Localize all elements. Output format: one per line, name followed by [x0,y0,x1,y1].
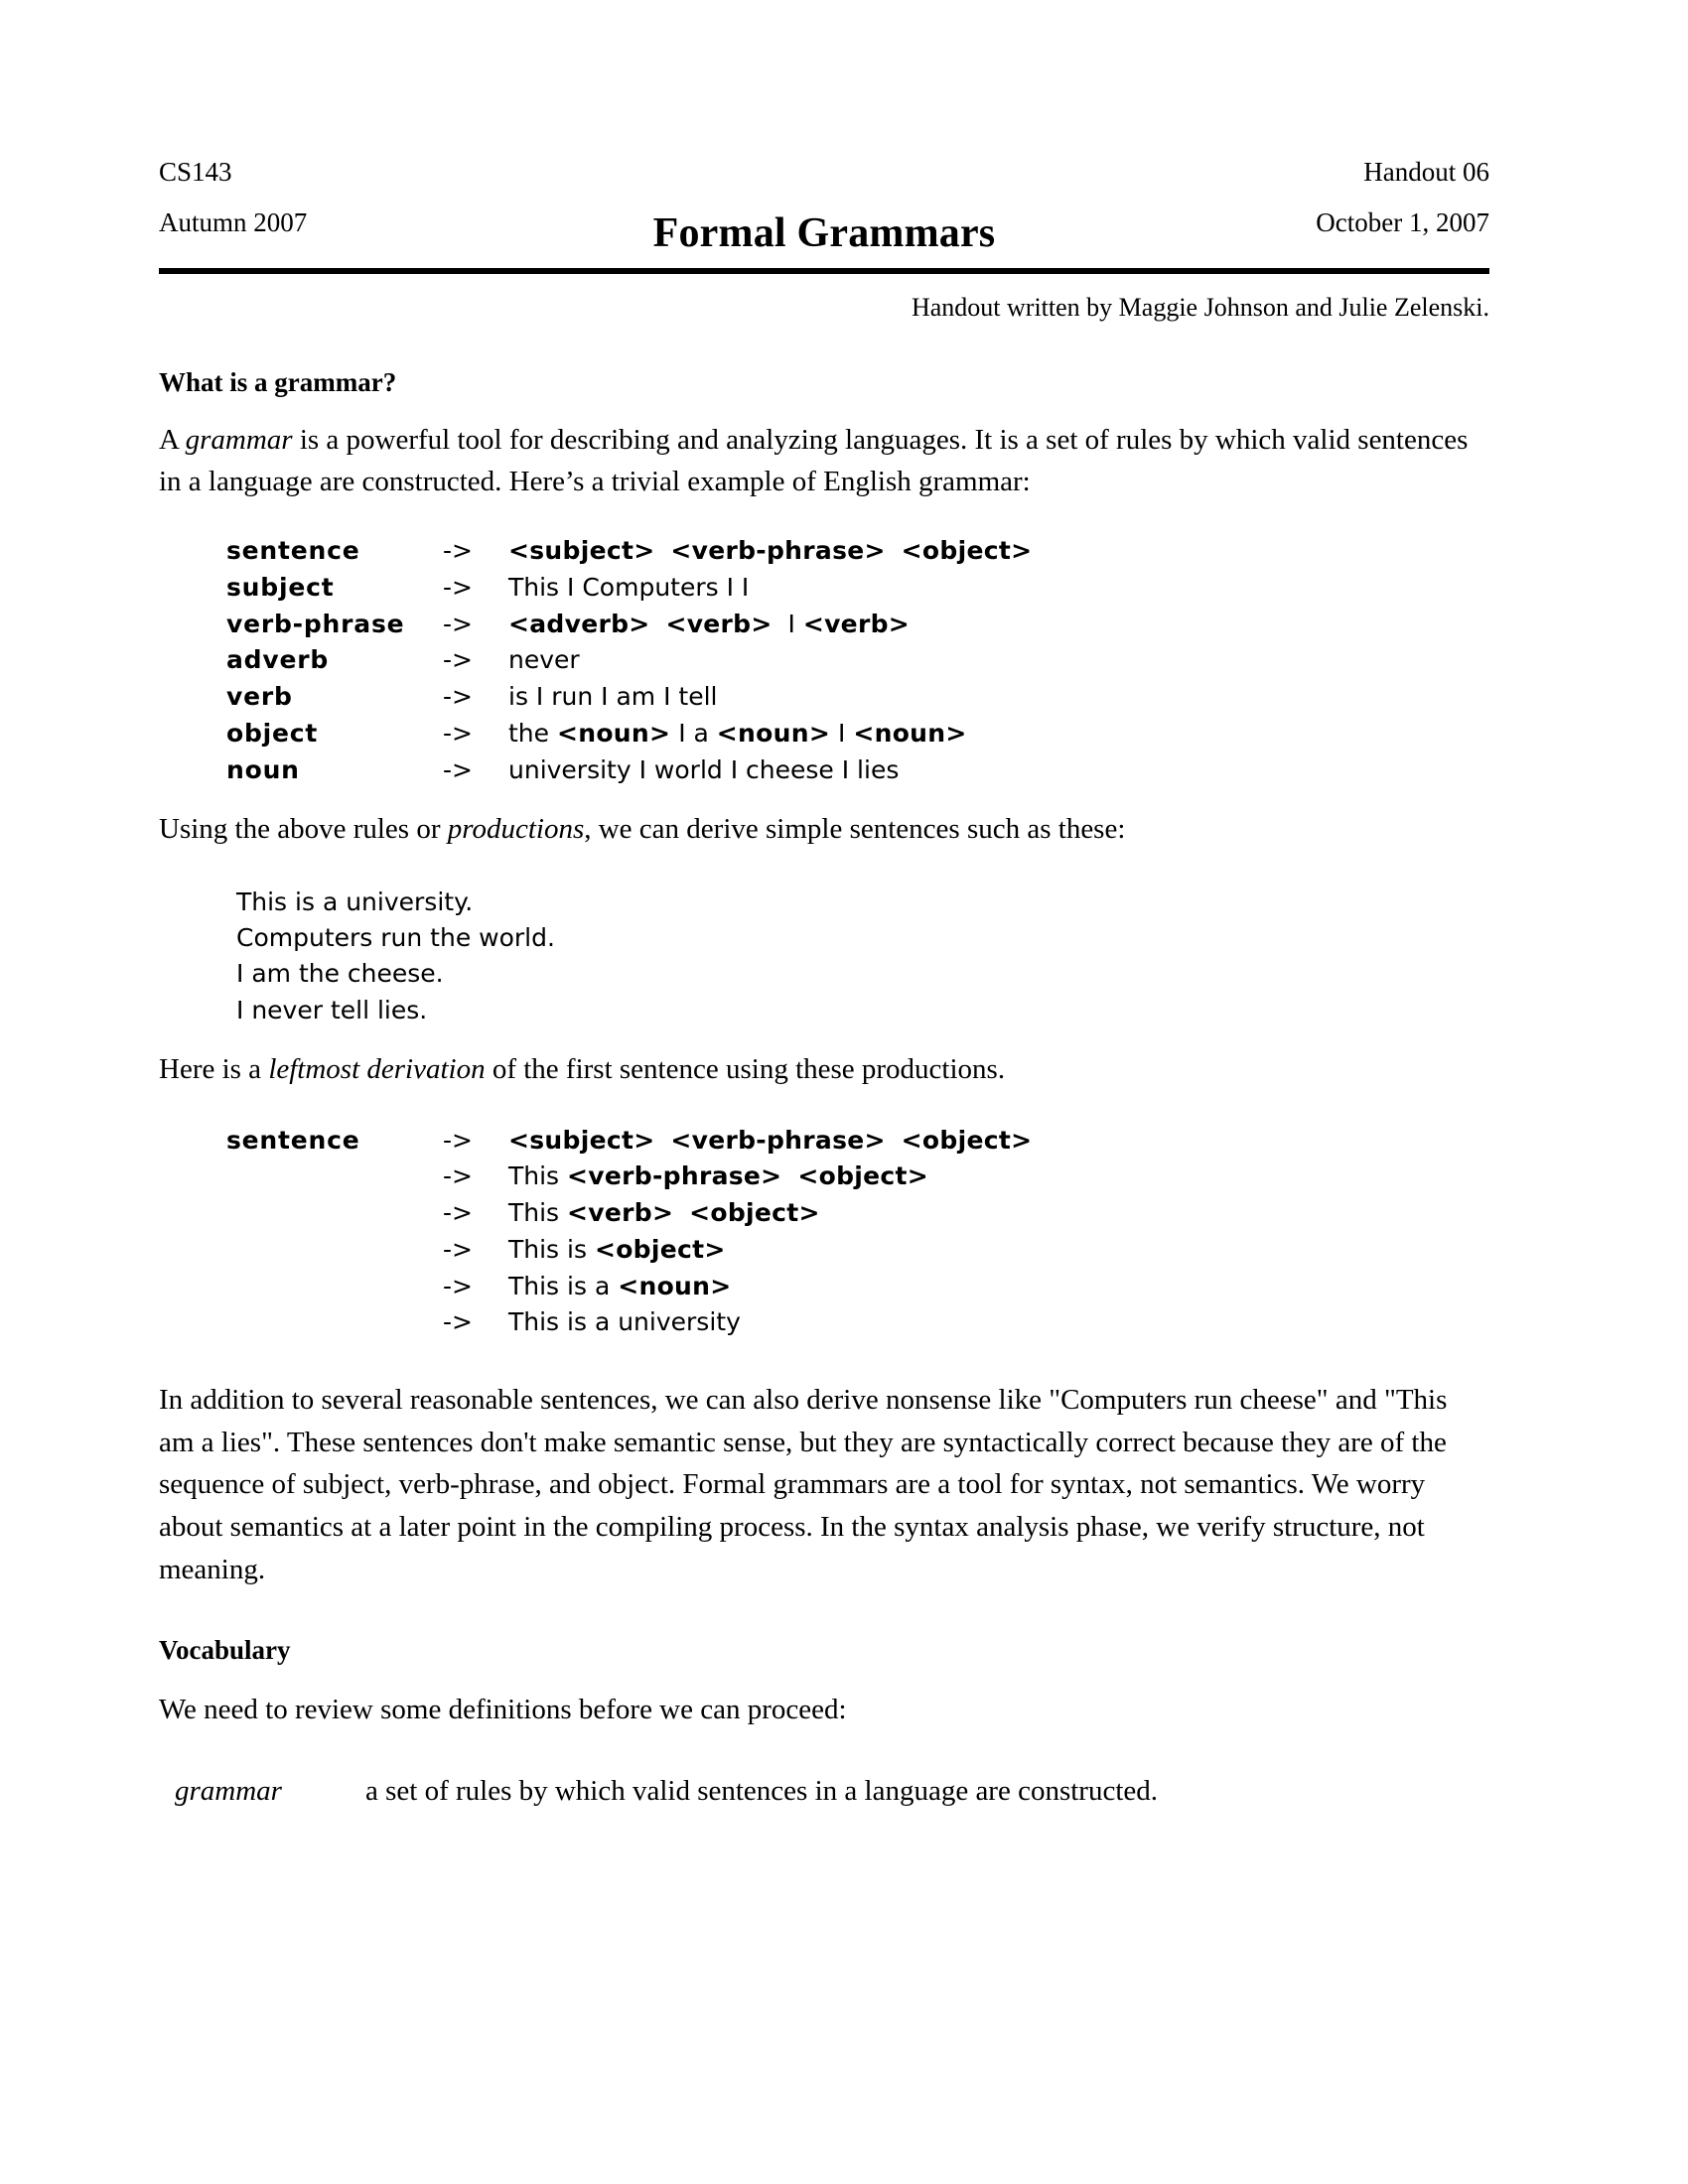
example-sentence: Computers run the world. [236,923,555,953]
handout-number: Handout 06 [1363,157,1489,187]
vocabulary-definition: a set of rules by which valid sentences in a language are constructed. [365,1775,1159,1808]
production-lhs: subject [226,572,335,602]
token-space [650,610,666,638]
production-arrow: -> [443,682,473,712]
production-rhs [508,533,1489,570]
derivation-row [226,1159,1489,1195]
token-space [886,536,902,565]
production-rhs [508,752,1489,789]
production-lhs: verb [226,682,293,712]
token-space [654,1126,670,1155]
vocabulary-intro-paragraph: We need to review some definitions before we can proceed: [159,1693,847,1725]
production-lhs: noun [226,754,300,784]
terminal-symbol: This is a university [508,1307,741,1337]
nonsense-discussion-paragraph: In addition to several reasonable sentences, we can also derive nonsense like "Computers run cheese" and "This am a lies". These sentences don't make semantic sense, but they are syntactically correct because they are of the sequence of subject, verb-phrase, and object. Formal grammars are a tool for syntax, not semantics. We worry about semantics at a later point in the compiling process. In the syntax analysis phase, we verify structure, not meaning. [159,1384,1448,1585]
page-content [159,0,1489,1812]
production-rhs [508,679,1489,716]
production-row [226,642,1489,679]
leftmost-derivation-block [226,1123,1489,1342]
production-lhs: adverb [226,645,330,675]
terminal-symbol: the [508,718,557,748]
nonterminal-symbol: <subject> [508,536,655,566]
nonterminal-symbol: <verb> [567,1198,674,1228]
term-label: Autumn 2007 [159,207,308,237]
using-text-a: Using the above rules or [159,813,448,846]
using-emphasis-productions: productions [447,813,585,846]
production-arrow: -> [443,754,473,784]
nonterminal-symbol: <object> [594,1234,726,1264]
nonterminal-symbol: <verb> [665,609,773,638]
course-code: CS143 [159,157,232,187]
production-arrow: -> [443,1307,473,1337]
production-row [226,716,1489,752]
derivation-row [226,1232,1489,1269]
production-rhs [508,1304,1489,1341]
token-space [886,1126,902,1155]
nonterminal-symbol: <object> [901,1125,1033,1155]
terminal-symbol: This [508,1198,568,1228]
production-arrow: -> [443,609,473,638]
using-text-b: , we can derive simple sentences such as these: [584,813,1126,846]
nonterminal-symbol: <verb> [802,609,911,638]
deriv-text-a: Here is a [159,1052,269,1085]
production-row [226,607,1489,643]
production-rhs [508,607,1489,643]
derivation-row [226,1123,1489,1160]
nonterminal-symbol: <object> [797,1161,929,1191]
production-arrow: -> [443,1271,473,1300]
deriv-text-b: of the first sentence using these productions. [485,1052,1006,1085]
example-sentence: This is a university. [236,887,474,916]
production-rhs [508,570,1489,607]
terminal-symbol: This [508,1161,568,1191]
example-sentence: I never tell lies. [236,995,428,1024]
production-arrow: -> [443,645,473,675]
terminal-symbol: I [830,718,854,748]
nonterminal-symbol: <noun> [853,718,967,748]
nonterminal-symbol: <verb-phrase> [670,1125,886,1155]
production-rhs [508,1269,1489,1305]
production-rhs [508,1195,1489,1232]
token-space [673,1198,689,1227]
nonterminal-symbol: <verb-phrase> [567,1161,782,1191]
production-arrow: -> [443,536,473,566]
nonterminal-symbol: <noun> [716,718,831,748]
production-lhs: sentence [226,536,360,566]
intro-emphasis-grammar: grammar [185,423,293,456]
title-divider [159,268,1489,274]
vocabulary-entries [159,1770,1489,1812]
nonterminal-symbol: <object> [901,536,1033,566]
nonterminal-symbol: <verb-phrase> [670,536,886,566]
terminal-symbol: This I Computers I I [508,572,750,602]
nonterminal-symbol: <adverb> [508,609,650,638]
section-heading-vocabulary: Vocabulary [159,1635,291,1666]
deriv-emphasis-leftmost: leftmost derivation [268,1052,486,1085]
production-row [226,752,1489,789]
nonterminal-symbol: <noun> [618,1271,732,1300]
production-arrow: -> [443,572,473,602]
terminal-symbol: This is [508,1234,595,1264]
intro-text-b: is a powerful tool for describing and analyzing languages. It is a set of rules by which valid sentences in a language are constructed. Here’s a trivial example of English grammar: [159,423,1469,498]
token-space [781,1161,797,1190]
handout-date: October 1, 2007 [1316,207,1489,237]
section-heading-grammar: What is a grammar? [159,367,397,398]
nonterminal-symbol: <subject> [508,1125,655,1155]
example-sentences-block [236,885,1489,1028]
terminal-symbol: I a [670,718,717,748]
terminal-symbol: I [772,609,803,638]
using-rules-paragraph [159,808,1489,851]
production-lhs: verb-phrase [226,609,405,638]
intro-text-a: A [159,423,186,456]
header-row-top [159,159,1489,186]
nonterminal-symbol: <object> [689,1198,820,1228]
vocabulary-term: grammar [175,1775,282,1808]
production-rhs [508,1232,1489,1269]
terminal-symbol: never [508,645,580,675]
production-arrow: -> [443,718,473,748]
derivation-intro-paragraph [159,1048,1489,1091]
production-rhs [508,642,1489,679]
nonterminal-symbol: <noun> [556,718,671,748]
production-row [226,679,1489,716]
production-arrow: -> [443,1234,473,1264]
page-title: Formal Grammars [652,210,996,256]
terminal-symbol: This is a [508,1271,619,1300]
production-rhs [508,1159,1489,1195]
production-arrow: -> [443,1198,473,1228]
production-rhs [508,1123,1489,1160]
terminal-symbol: is I run I am I tell [508,682,718,712]
production-row [226,570,1489,607]
block-spacer [159,1341,1489,1359]
vocabulary-entry [175,1770,1489,1812]
production-lhs: sentence [226,1125,360,1155]
token-space [654,536,670,565]
derivation-row [226,1195,1489,1232]
grammar-productions-block [226,533,1489,788]
production-arrow: -> [443,1161,473,1191]
grammar-intro-paragraph [159,419,1489,503]
terminal-symbol: university I world I cheese I lies [508,754,900,784]
derivation-row [226,1304,1489,1341]
derivation-row [226,1269,1489,1305]
production-rhs [508,716,1489,752]
example-sentence: I am the cheese. [236,959,444,989]
production-row [226,533,1489,570]
production-arrow: -> [443,1125,473,1155]
byline: Handout written by Maggie Johnson and Julie Zelenski. [911,293,1489,323]
production-lhs: object [226,718,319,748]
